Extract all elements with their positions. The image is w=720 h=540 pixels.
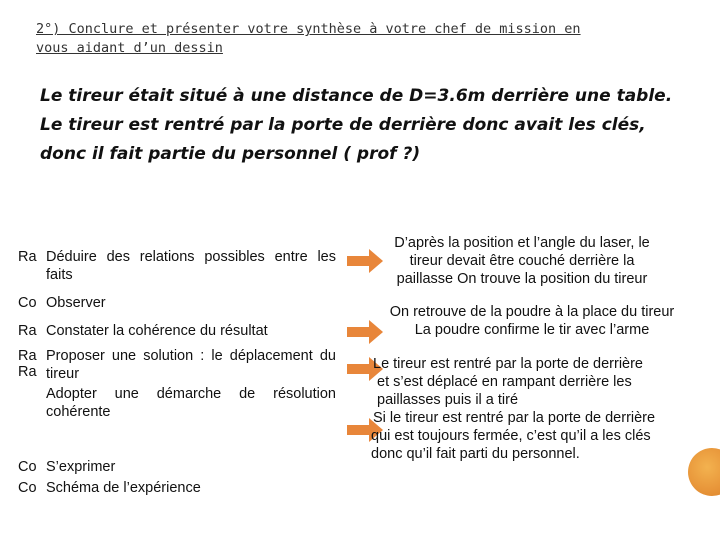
skill-code: Ra xyxy=(18,323,37,339)
main-statement-line: donc il fait partie du personnel ( prof ?) xyxy=(40,144,421,164)
note-line: et s’est déplacé en rampant derrière les xyxy=(377,374,632,390)
note-line: Si le tireur est rentré par la porte de derrière xyxy=(373,410,656,426)
skill-code: Co xyxy=(18,459,37,475)
note-line: donc qu’il fait parti du personnel. xyxy=(371,446,580,462)
note-line: La poudre confirme le tir avec l’arme xyxy=(414,322,650,338)
skill-code: Ra xyxy=(18,249,37,265)
skill-text: Déduire des relations possibles entre les faits xyxy=(46,249,336,283)
skill-text: Observer xyxy=(46,295,106,311)
skill-text: S’exprimer xyxy=(46,459,116,475)
skill-text: Schéma de l’expérience xyxy=(46,480,201,496)
question-title-line: vous aidant d’un dessin xyxy=(36,40,223,56)
main-statement-line: Le tireur était situé à une distance de D=3.6m derrière une table. xyxy=(40,86,673,106)
skill-code: Co xyxy=(18,480,37,496)
question-title xyxy=(36,20,676,58)
arrow-right-icon xyxy=(347,425,369,435)
skill-text: Adopter une démarche de résolution cohérente xyxy=(46,386,336,420)
skill-code: Ra xyxy=(18,364,37,380)
skill-code: Ra xyxy=(18,348,37,364)
note-conclusion xyxy=(371,355,711,463)
arrow-right-icon xyxy=(347,256,369,266)
note-laser-position xyxy=(372,234,672,288)
main-statement xyxy=(40,82,710,169)
question-title-line: 2°) Conclure et présenter votre synthèse à votre chef de mission en xyxy=(36,21,581,37)
note-line: tireur devait être couché derrière la xyxy=(409,253,635,269)
skill-text: Proposer une solution : le déplacement du tireur xyxy=(46,348,336,382)
note-line: On retrouve de la poudre à la place du tireur xyxy=(389,304,675,320)
main-statement-line: Le tireur est rentré par la porte de derrière donc avait les clés, xyxy=(40,115,646,135)
note-line: paillasse On trouve la position du tireur xyxy=(396,271,648,287)
skill-code: Co xyxy=(18,295,37,311)
arrow-right-icon xyxy=(347,364,369,374)
skill-text: Constater la cohérence du résultat xyxy=(46,323,268,339)
note-powder xyxy=(366,303,698,339)
note-line: paillasses puis il a tiré xyxy=(377,392,519,408)
note-line: D’après la position et l’angle du laser, le xyxy=(394,235,650,251)
note-line: Le tireur est rentré par la porte de derrière xyxy=(373,356,643,372)
note-line: qui est toujours fermée, c’est qu’il a les clés xyxy=(371,428,651,444)
